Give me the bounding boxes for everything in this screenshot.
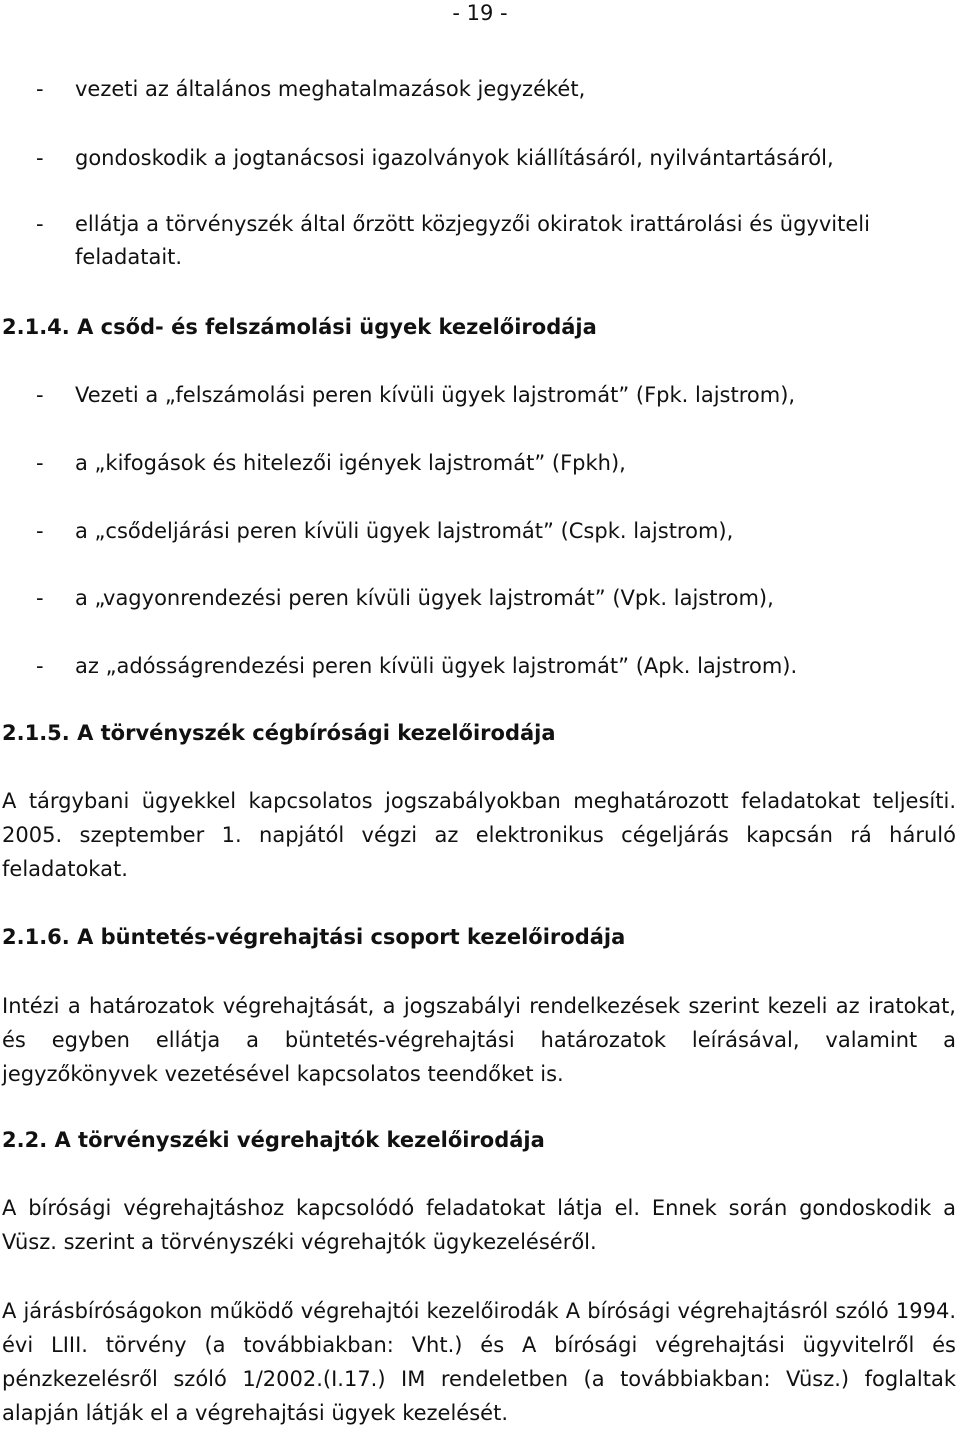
page-number: - 19 - [452, 1, 508, 25]
list-item-text: gondoskodik a jogtanácsosi igazolványok kiállításáról, nyilvántartásáról, [75, 146, 834, 170]
list-dash: - [36, 146, 44, 170]
list-item-text: az „adósságrendezési peren kívüli ügyek lajstromát” (Apk. lajstrom). [75, 654, 798, 678]
list-dash: - [36, 77, 44, 101]
list-dash: - [36, 383, 44, 407]
list-item-text: a „kifogások és hitelezői igények lajstromát” (Fpkh), [75, 451, 626, 475]
section-heading-2-1-6: 2.1.6. A büntetés-végrehajtási csoport kezelőirodája [2, 925, 626, 949]
list-dash: - [36, 654, 44, 678]
section-paragraph: A bírósági végrehajtáshoz kapcsolódó feladatokat látja el. Ennek során gondoskodik a Vüsz. szerint a törvényszéki végrehajtók ügykezeléséről. [2, 1196, 956, 1254]
section-heading-2-1-4: 2.1.4. A csőd- és felszámolási ügyek kezelőirodája [2, 315, 597, 339]
list-item-text: a „vagyonrendezési peren kívüli ügyek lajstromát” (Vpk. lajstrom), [75, 586, 774, 610]
list-dash: - [36, 586, 44, 610]
list-item-text: ellátja a törvényszék által őrzött közjegyzői okiratok irattárolási és ügyviteli feladatait. [75, 212, 870, 269]
list-item-text: Vezeti a „felszámolási peren kívüli ügyek lajstromát” (Fpk. lajstrom), [75, 383, 796, 407]
section-heading-2-2: 2.2. A törvényszéki végrehajtók kezelőirodája [2, 1128, 545, 1152]
section-paragraph: Intézi a határozatok végrehajtását, a jogszabályi rendelkezések szerint kezeli az iratokat, és egyben ellátja a büntetés-végrehajtási határozatok leírásával, valamint a jegyzőkönyvek vezetésével kapcsolatos teendőket is. [2, 994, 956, 1086]
list-item-text: vezeti az általános meghatalmazások jegyzékét, [75, 77, 586, 101]
section-heading-2-1-5: 2.1.5. A törvényszék cégbírósági kezelőirodája [2, 721, 556, 745]
list-dash: - [36, 212, 44, 236]
section-paragraph: A tárgybani ügyekkel kapcsolatos jogszabályokban meghatározott feladatokat teljesíti. 2005. szeptember 1. napjától végzi az elektronikus cégeljárás kapcsán rá háruló feladatokat. [2, 789, 956, 881]
list-item-text: a „csődeljárási peren kívüli ügyek lajstromát” (Cspk. lajstrom), [75, 519, 734, 543]
list-dash: - [36, 451, 44, 475]
list-dash: - [36, 519, 44, 543]
section-paragraph: A járásbíróságokon működő végrehajtói kezelőirodák A bírósági végrehajtásról szóló 1994. évi LIII. törvény (a továbbiakban: Vht.) és A bírósági végrehajtási ügyvitelről és pénzkezelésről szóló 1/2002.(I.17.) IM rendeletben (a továbbiakban: Vüsz.) foglaltak alapján látják el a végrehajtási ügyek kezelését. [2, 1299, 956, 1425]
